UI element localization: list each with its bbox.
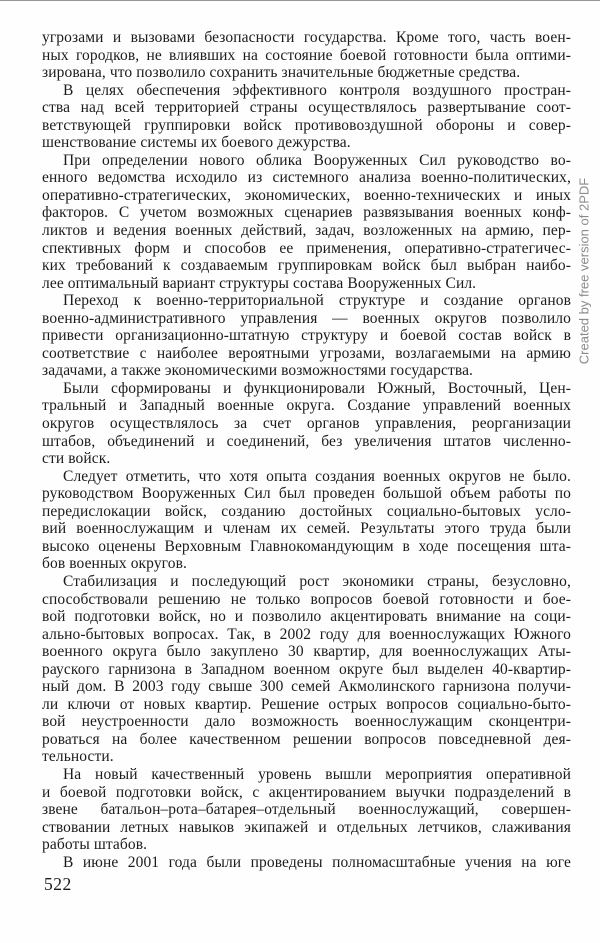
text-line: вой неустроенности дало возможность военнослужащим сконцентри- — [42, 713, 571, 731]
text-line: военного округа было закуплено 30 квартир, для военнослужащих Аты- — [42, 643, 571, 661]
text-line: округов осуществлялось за счет органов управления, реорганизации — [42, 415, 571, 433]
text-line: шенствование системы их боевого дежурства. — [42, 134, 351, 152]
text-line: вой подготовки войск, но и позволило акцентировать внимание на соци- — [42, 608, 571, 626]
text-line: вий военнослужащим и членам их семей. Результаты этого труда были — [42, 520, 571, 538]
text-line: Следует отметить, что хотя опыта создания военных округов не было. — [63, 467, 571, 485]
text-line: звене батальон–рота–батарея–отдельный военнослужащий, совершен- — [42, 801, 571, 819]
text-line: штабов, объединений и соединений, без увеличения штатов численно- — [42, 432, 571, 450]
page-number: 522 — [44, 874, 72, 894]
text-line: ликтов и ведения военных действий, задач, возложенных на армию, пер- — [42, 222, 571, 240]
text-line: Стабилизация и последующий рост экономики страны, безусловно, — [63, 572, 571, 590]
text-line: спективных форм и способов ее применения, оперативно-стратегичес- — [42, 239, 571, 257]
text-line: высоко оценены Верховным Главнокомандующим в ходе посещения шта- — [42, 537, 571, 555]
text-line: привести организационно-штатную структуру и боевой состав войск в — [42, 327, 571, 345]
text-line: ально-бытовых вопросах. Так, в 2002 году для военнослужащих Южного — [42, 625, 571, 643]
text-line: руководством Вооруженных Сил был проведен большой объем работы по — [42, 485, 571, 503]
text-line: способствовали решению не только вопросов боевой готовности и бое- — [42, 590, 571, 608]
text-line: енного ведомства исходило из системного анализа военно-политических, — [42, 169, 571, 187]
text-line: ных городков, не влиявших на состояние боевой готовности была оптими- — [42, 46, 571, 64]
text-line: сти войск. — [42, 450, 111, 468]
text-line: ствовании летных навыков экипажей и отдельных летчиков, слаживания — [42, 818, 571, 836]
text-line: и боевой подготовки войск, с акцентированием выучки подразделений в — [42, 783, 571, 801]
text-line: рауского гарнизона в Западном военном округе был выделен 40-квартир- — [42, 660, 571, 678]
text-line: В июне 2001 года были проведены полномасштабные учения на юге — [63, 853, 571, 871]
text-line: бов военных округов. — [42, 555, 187, 573]
text-line: ства над всей территорией страны осуществлялось развертывание соот- — [42, 99, 571, 117]
text-line: лее оптимальный вариант структуры состава Вооруженных Сил. — [42, 274, 477, 292]
text-line: роваться на более качественном решении вопросов повседневной дея- — [42, 730, 571, 748]
watermark-text: Created by free version of 2PDF — [576, 177, 592, 365]
text-line: ли ключи от новых квартир. Решение острых вопросов социально-быто- — [42, 695, 571, 713]
text-line: передислокации войск, созданию достойных социально-бытовых усло- — [42, 502, 571, 520]
text-line: ветствующей группировки войск противовоздушной обороны и совер- — [42, 116, 571, 134]
text-line: тральный и Западный военные округа. Создание управлений военных — [42, 397, 571, 415]
text-line: факторов. С учетом возможных сценариев развязывания военных конф- — [42, 204, 571, 222]
text-line: военно-административного управления — военных округов позволило — [42, 309, 571, 327]
text-line: тельности. — [42, 748, 114, 766]
text-line: задачами, а также экономическими возможностями государства. — [42, 362, 474, 380]
text-line: работы штабов. — [42, 836, 148, 854]
text-line: Были сформированы и функционировали Южный, Восточный, Цен- — [63, 379, 571, 397]
text-line: ких требований к создаваемым группировкам войск был выбран наибо- — [42, 257, 571, 275]
text-line: При определении нового облика Вооруженных Сил руководство во- — [63, 151, 571, 169]
text-line: зирована, что позволило сохранить значительные бюджетные средства. — [42, 64, 521, 82]
text-line: угрозами и вызовами безопасности государства. Кроме того, часть воен- — [42, 29, 571, 46]
text-block — [42, 29, 571, 871]
text-line: На новый качественный уровень вышли мероприятия оперативной — [63, 765, 571, 783]
text-line: оперативно-стратегических, экономических, военно-технических и иных — [42, 186, 571, 204]
text-line: Переход к военно-территориальной структуре и создание органов — [63, 292, 571, 310]
text-line: В целях обеспечения эффективного контроля воздушного простран- — [63, 81, 571, 99]
text-line: ный дом. В 2003 году свыше 300 семей Акмолинского гарнизона получи- — [42, 678, 571, 696]
text-line: соответствие с наиболее вероятными угрозами, возлагаемыми на армию — [42, 344, 571, 362]
scan-edge — [0, 0, 600, 1]
